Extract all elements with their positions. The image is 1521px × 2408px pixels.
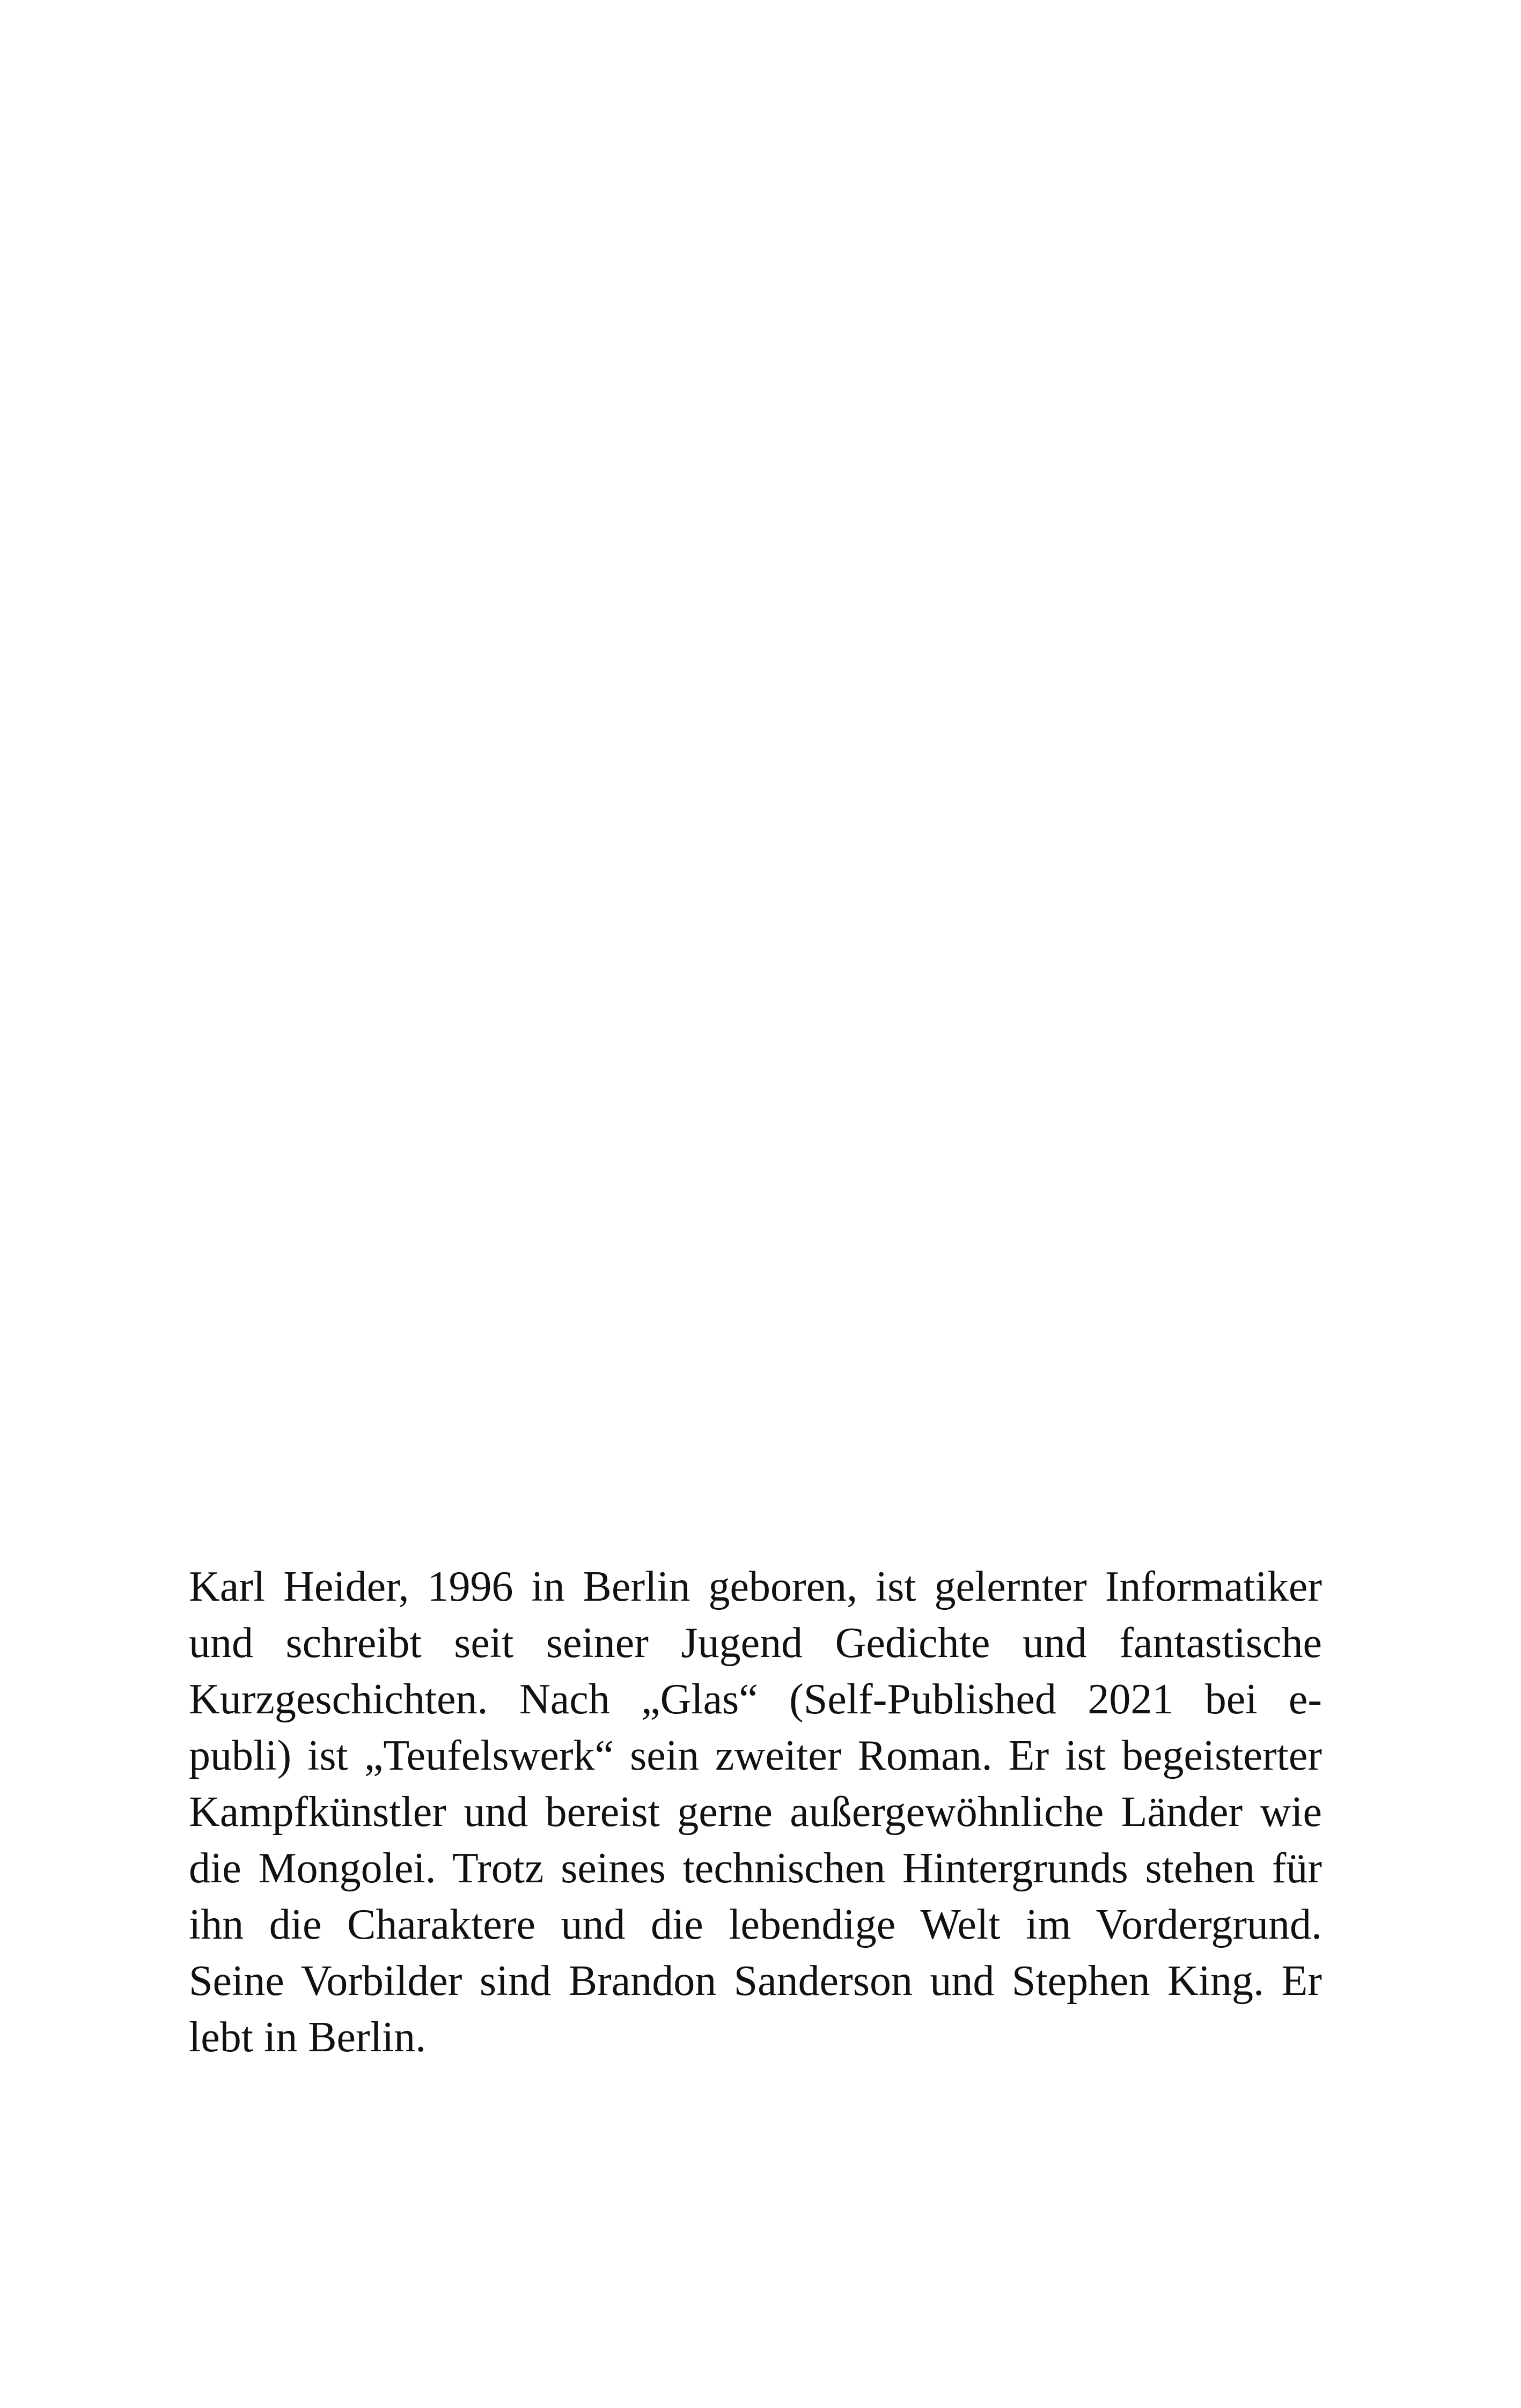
bio-line: die Mongolei. Trotz seines technischen Hintergrunds stehen für — [189, 1845, 1322, 1892]
bio-line: ihn die Charaktere und die lebendige Welt im Vordergrund. — [189, 1901, 1322, 1948]
bio-line: lebt in Berlin. — [189, 2014, 427, 2061]
author-bio-paragraph — [189, 1559, 1322, 2066]
bio-line: Kampfkünstler und bereist gerne außergewöhnliche Länder wie — [189, 1788, 1322, 1836]
bio-line: und schreibt seit seiner Jugend Gedichte und fantastische — [189, 1619, 1322, 1667]
bio-line: Seine Vorbilder sind Brandon Sanderson und Stephen King. Er — [189, 1957, 1322, 2005]
bio-line: Karl Heider, 1996 in Berlin geboren, ist gelernter Informatiker — [189, 1563, 1322, 1610]
bio-line: Kurzgeschichten. Nach „Glas“ (Self-Published 2021 bei e- — [189, 1676, 1322, 1723]
bio-line: publi) ist „Teufelswerk“ sein zweiter Roman. Er ist begeisterter — [189, 1732, 1322, 1779]
